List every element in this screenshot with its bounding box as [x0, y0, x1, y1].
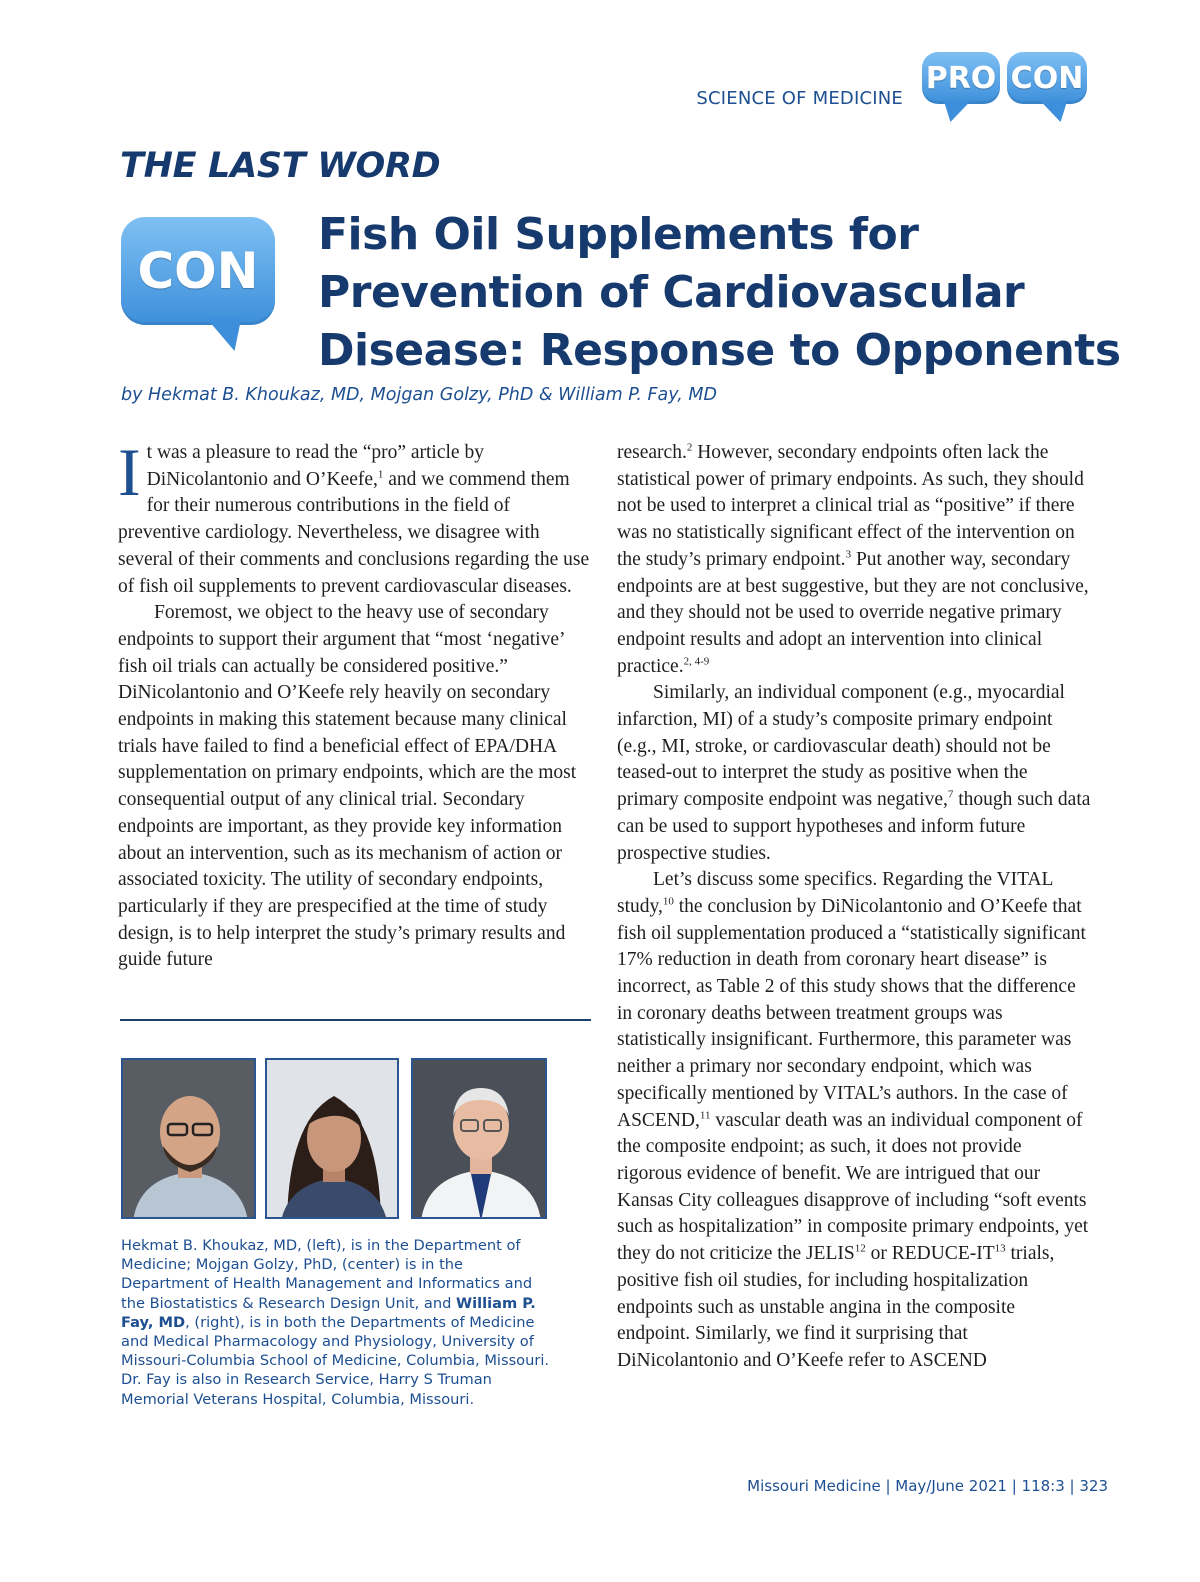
left-column — [118, 434, 592, 974]
paragraph-text: Similarly, an individual component (e.g., myocardial infarction, MI) of a study’s composite primary endpoint (e.g., MI, stroke, or cardiovascular death) should not be teased-out to interpret the study as positive when the primary composite endpoint was negative, — [617, 682, 1065, 811]
paragraph: Foremost, we object to the heavy use of secondary endpoints to support their argument that “most ‘negative’ fish oil trials can actually be considered positive.” DiNicolantonio and O’Keefe rely heavily on secondary endpoints in making this statement because many clinical trials have failed to find a beneficial effect of EPA/DHA supplementation on primary endpoints, which are the most consequential output of any clinical trial. Secondary endpoints are important, as they provide key information about an intervention, such as its mechanism of action or associated toxicity. The utility of secondary endpoints, particularly if they are prespecified at the time of study design, is to help interpret the study’s primary results and guide future — [118, 602, 577, 971]
paragraph-text: Put another way, secondary endpoints are at best suggestive, but they are not conclusive, and they should not be used to override negative primary endpoint results and adopt an intervention into clinical practice. — [617, 548, 1089, 677]
caption-bold-name: William P. Fay, MD — [121, 1294, 536, 1331]
citation: 12 — [854, 1242, 866, 1255]
paragraph — [617, 867, 1091, 1374]
paragraph-text: Let’s discuss some specifics. Regarding the VITAL study, — [617, 869, 1053, 917]
citation: 7 — [947, 788, 954, 801]
author-photo-center — [265, 1058, 399, 1219]
citation: 11 — [699, 1109, 711, 1122]
con-badge-label: CON — [1010, 60, 1084, 96]
caption-text: , (right), is in both the Departments of Medicine and Medical Pharmacology and Physiology, University of Missouri-Columbia School of Medicine, Columbia, Missouri. Dr. Fay is also in Research Service, Harry S Truman Memorial Veterans Hospital, Columbia, Missouri. — [121, 1313, 550, 1408]
caption-text: Hekmat B. Khoukaz, MD, (left), is in the Department of Medicine; Mojgan Golzy, PhD, (center) is in the Department of Health Management and Informatics and the Biostatistics & Research Design Unit, and — [121, 1237, 533, 1312]
author-photo-right — [411, 1058, 547, 1219]
page-footer: Missouri Medicine | May/June 2021 | 118:3 | 323 — [747, 1477, 1108, 1495]
citation: 2, 4-9 — [683, 655, 710, 668]
paragraph — [617, 440, 1091, 680]
kicker-heading: THE LAST WORD — [120, 146, 441, 186]
paragraph-text: research. — [617, 442, 687, 463]
paragraph-text: the conclusion by DiNicolantonio and O’Keefe that fish oil supplementation produced a “statistically significant 17% reduction in death from coronary heart disease” is incorrect, as Table 2 of this study shows that the difference in coronary deaths between treatment groups was statistically insignificant. Furthermore, this parameter was neither a primary nor secondary endpoint, which was specifically mentioned by VITAL’s authors. In the case of ASCEND, — [617, 895, 1086, 1131]
paragraph-text: or REDUCE-IT — [865, 1243, 995, 1265]
paragraph-text: though such data can be used to support hypotheses and inform future prospective studies. — [617, 789, 1091, 864]
con-side-badge-icon — [121, 217, 275, 325]
portrait-icon — [123, 1060, 256, 1219]
paragraph-text: vascular death was an individual component of the composite endpoint; as such, it does not provide rigorous evidence of benefit. We are intrigued that our Kansas City colleagues disapprove of including “soft events such as hospitalization” in composite primary endpoints, yet they do not criticize the JELIS — [617, 1109, 1089, 1265]
con-badge-icon — [1007, 52, 1087, 104]
paragraph — [118, 434, 592, 600]
citation: 2 — [686, 441, 693, 454]
citation: 3 — [845, 548, 852, 561]
section-divider — [120, 1019, 591, 1021]
byline: by Hekmat B. Khoukaz, MD, Mojgan Golzy, PhD & William P. Fay, MD — [121, 385, 717, 405]
citation: 10 — [662, 895, 674, 908]
right-column — [617, 440, 1091, 1375]
citation: 1 — [377, 468, 384, 481]
paragraph-text: and we commend them for their numerous contributions in the field of preventive cardiology. Nevertheless, we disagree with several of their comments and conclusions regarding the use of fish oil supplements to prevent cardiovascular diseases. — [118, 468, 590, 597]
section-label: SCIENCE OF MEDICINE — [696, 88, 903, 109]
citation: 13 — [994, 1242, 1006, 1255]
portrait-icon — [267, 1060, 399, 1219]
author-caption — [121, 1236, 551, 1409]
paragraph-text: trials, positive fish oil studies, for including hospitalization endpoints such as unstable angina in the composite endpoint. Similarly, we find it surprising that DiNicolantonio and O’Keefe refer to ASCEND — [617, 1243, 1055, 1371]
author-photo-left — [121, 1058, 256, 1219]
paragraph-text: However, secondary endpoints often lack the statistical power of primary endpoints. As such, they should not be used to interpret a clinical trial as “positive” if there was no statistically significant effect of the intervention on the study’s primary endpoint. — [617, 442, 1084, 570]
article-title: Fish Oil Supplements for Prevention of Cardiovascular Disease: Response to Opponents — [318, 209, 1121, 376]
con-side-badge-label: CON — [137, 242, 259, 300]
paragraph-text: t was a pleasure to read the “pro” article by DiNicolantonio and O’Keefe, — [146, 442, 484, 490]
paragraph — [617, 680, 1091, 867]
pro-badge-label: PRO — [925, 60, 997, 96]
pro-badge-icon — [922, 52, 1000, 104]
portrait-icon — [413, 1060, 547, 1219]
drop-cap: I — [118, 434, 141, 510]
